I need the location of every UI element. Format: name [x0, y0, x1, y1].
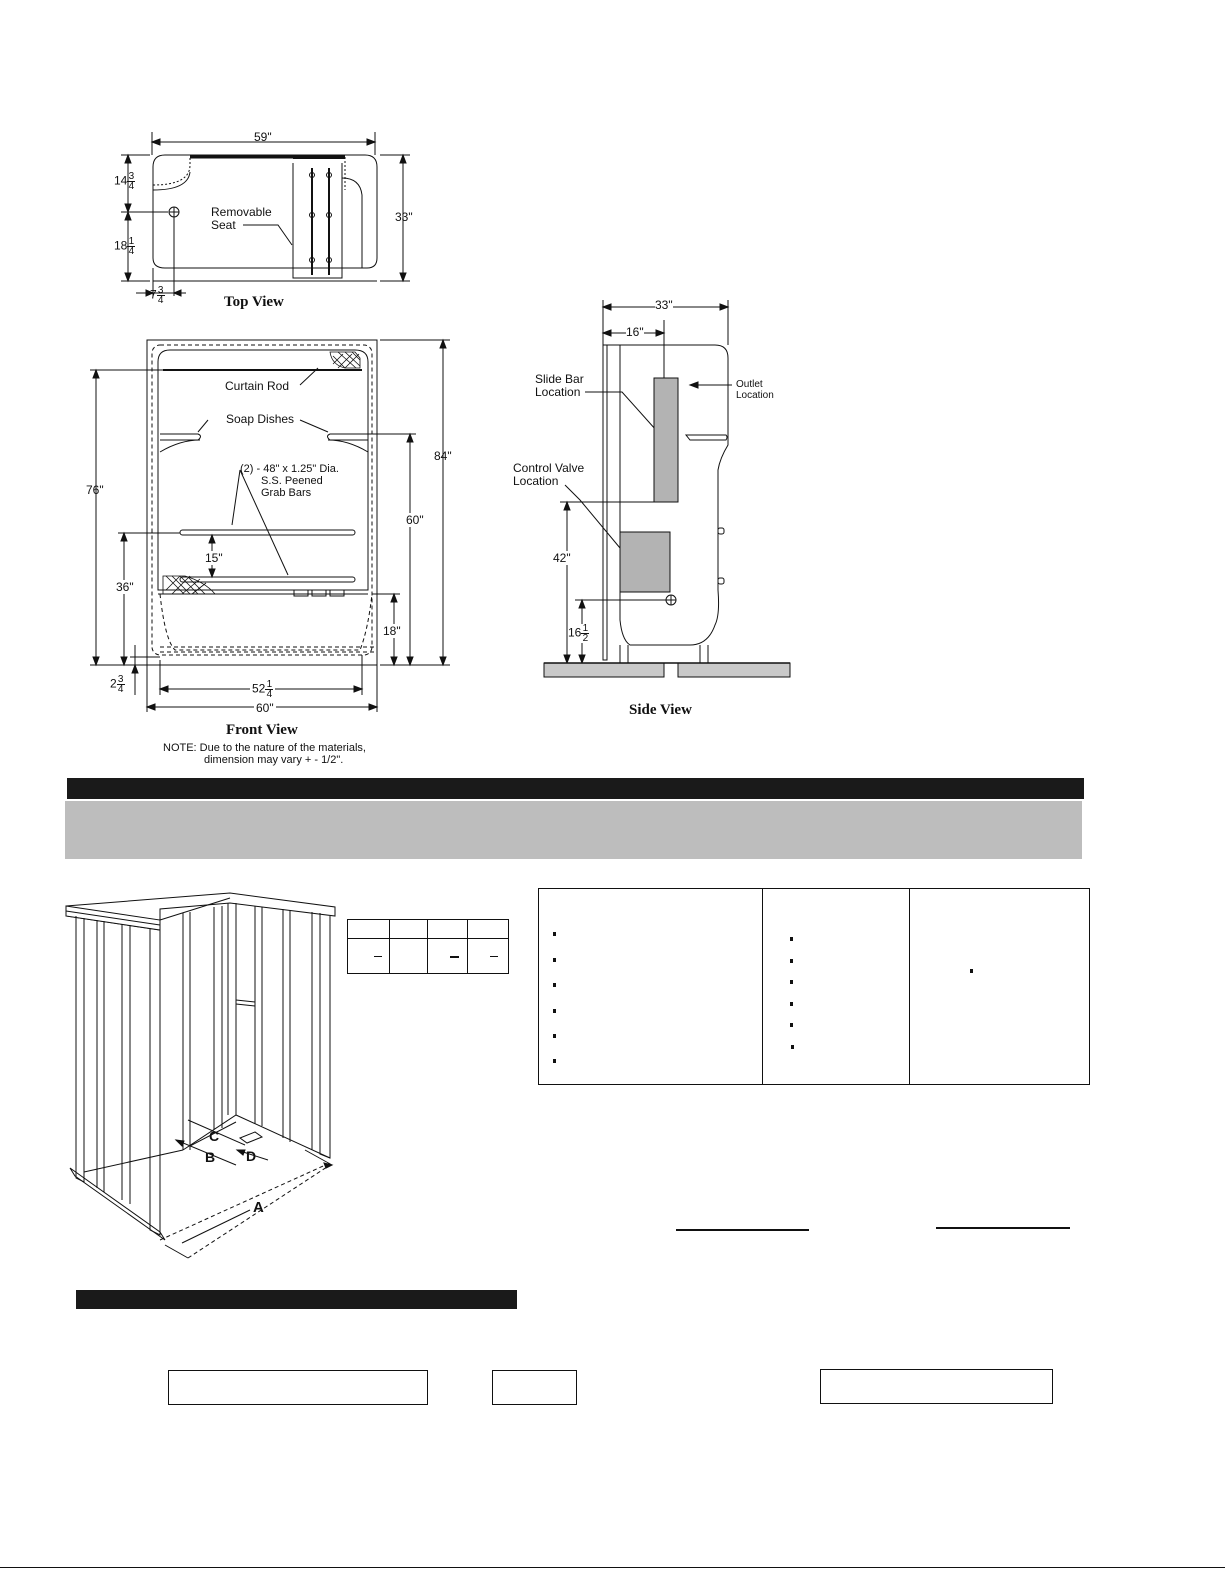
table-col-divider	[427, 920, 428, 973]
table-cell-dash	[490, 956, 498, 957]
label-outlet-2: Location	[736, 390, 774, 401]
top-dim-width: 59"	[254, 130, 272, 144]
bullet	[970, 969, 973, 973]
front-dim-15: 15"	[205, 551, 223, 565]
bullet	[553, 1034, 556, 1038]
front-note-line1: NOTE: Due to the nature of the materials,	[163, 742, 366, 754]
input-box-3[interactable]	[820, 1369, 1053, 1404]
label-soap-dishes: Soap Dishes	[226, 412, 295, 426]
top-dim-lower-whole: 18	[114, 238, 128, 253]
frac-den: 4	[266, 689, 273, 700]
front-dim-60-horizontal: 60"	[256, 701, 274, 715]
bullet	[790, 1002, 793, 1006]
framing-label-c: C	[209, 1128, 220, 1144]
front-dim-18: 18"	[383, 624, 401, 638]
table-col-divider	[389, 920, 390, 973]
table-row-divider	[348, 938, 508, 939]
bullet	[553, 958, 556, 962]
checklist-box-2	[762, 888, 911, 1085]
frac-den: 2	[582, 633, 589, 644]
bullet	[790, 937, 793, 941]
front-dim-60-vertical: 60"	[406, 513, 424, 527]
front-view-title: Front View	[226, 722, 298, 738]
frac-den: 4	[128, 181, 135, 192]
bullet	[553, 1059, 556, 1063]
top-dim-upper-whole: 14	[114, 173, 128, 188]
front-dim-76: 76"	[86, 483, 104, 497]
section-header-bar-2	[76, 1290, 517, 1309]
front-dim-52-whole: 52	[252, 681, 266, 696]
top-dim-depth: 33"	[395, 210, 413, 224]
frac-num: 1	[582, 623, 589, 634]
input-box-2[interactable]	[492, 1370, 577, 1405]
front-note-line2: dimension may vary + - 1/2".	[204, 754, 344, 766]
bullet	[553, 983, 556, 987]
label-curtain-rod: Curtain Rod	[225, 379, 290, 393]
framing-label-d: D	[246, 1148, 257, 1164]
checklist-box-3	[909, 888, 1090, 1085]
top-view-title: Top View	[224, 294, 284, 310]
side-dim-16-whole: 16	[568, 625, 582, 640]
bullet	[790, 959, 793, 963]
side-dim-42: 42"	[553, 551, 571, 565]
table-col-divider	[467, 920, 468, 973]
frac-num: 3	[157, 285, 164, 296]
table-cell-dash	[450, 956, 459, 958]
checklist-box-1	[538, 888, 764, 1085]
bullet	[790, 980, 793, 984]
frac-den: 4	[128, 246, 135, 257]
input-box-1[interactable]	[168, 1370, 428, 1405]
framing-label-a: A	[253, 1199, 264, 1216]
frac-num: 1	[128, 236, 135, 247]
front-dim-84: 84"	[434, 449, 452, 463]
side-dim-16: 16"	[626, 325, 644, 339]
label-grab-bars-1: (2) - 48" x 1.25" Dia.	[240, 463, 339, 475]
bullet	[790, 1023, 793, 1027]
signature-line-2	[936, 1227, 1070, 1229]
label-grab-bars-2: S.S. Peened	[261, 475, 323, 487]
signature-line-1	[676, 1229, 809, 1231]
label-slide-bar-1: Slide Bar	[535, 372, 584, 386]
label-slide-bar-2: Location	[535, 385, 581, 399]
frac-num: 3	[117, 674, 124, 685]
label-control-valve-1: Control Valve	[513, 461, 585, 475]
page-bottom-rule	[0, 1567, 1225, 1568]
side-view-title: Side View	[629, 702, 692, 718]
framing-label-b: B	[205, 1149, 216, 1165]
table-cell-dash	[374, 956, 382, 957]
label-control-valve-2: Location	[513, 474, 559, 488]
front-dim-36: 36"	[116, 580, 134, 594]
bullet	[553, 1009, 556, 1013]
side-dim-33: 33"	[655, 298, 673, 312]
frac-den: 4	[157, 295, 164, 306]
top-dim-drain-whole: 7	[150, 287, 157, 302]
front-dim-2-whole: 2	[110, 676, 117, 691]
frac-num: 3	[128, 171, 135, 182]
label-removable-seat: Removable Seat	[211, 205, 272, 232]
dimension-table	[347, 919, 509, 974]
label-grab-bars-3: Grab Bars	[261, 487, 312, 499]
frac-num: 1	[266, 679, 273, 690]
bullet	[791, 1045, 794, 1049]
label-outlet-1: Outlet	[736, 379, 763, 390]
bullet	[553, 932, 556, 936]
frac-den: 4	[117, 684, 124, 695]
